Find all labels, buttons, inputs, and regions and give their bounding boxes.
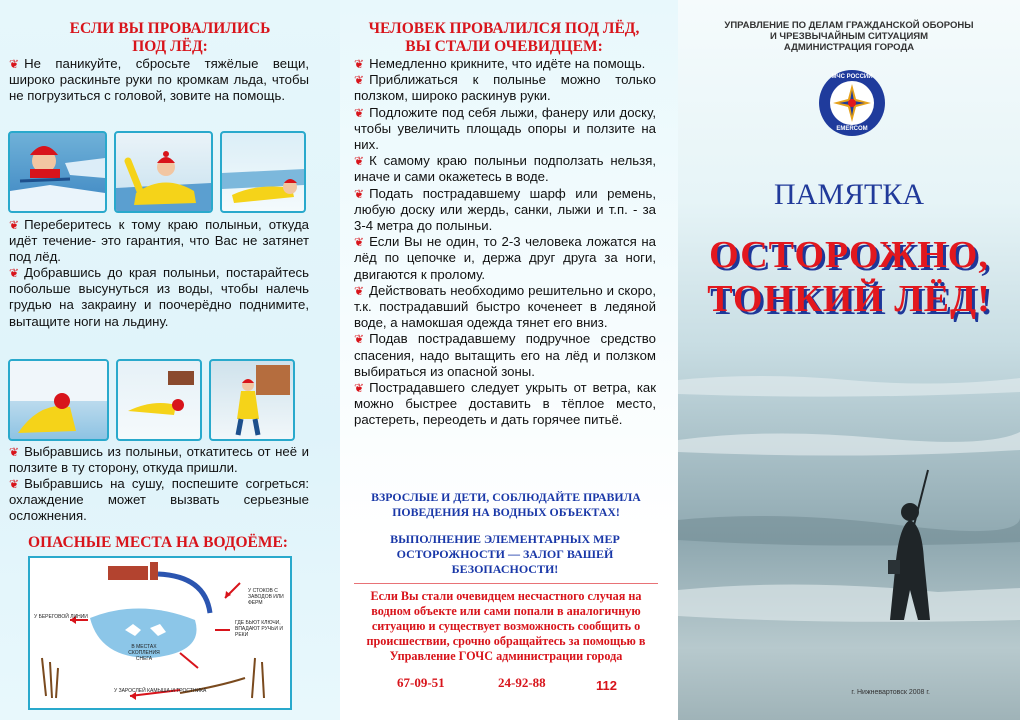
left-panel [0,0,340,720]
left-paragraph-3: ❦ Добравшись до края полыньи, постарайтесь побольше высунуться из воды, чтобы налечь грудью на закраину и поочерёдно поднимите, вытащите ноги на льдину. [9,265,309,329]
walking-home-image [211,361,293,439]
illustration-arms-spread [114,131,213,213]
bullet-icon: ❦ [354,283,365,298]
emercom-logo [817,68,887,138]
left-paragraph-5: ❦ Выбравшись на сушу, поспешите согреться: охлаждение может вызвать серьезные осложнения. [9,476,309,524]
left-paragraph-1: ❦ Не паникуйте, сбросьте тяжёлые вещи, широко раскиньте руки по кромкам льда, чтобы не погрузиться с головой, зовите на помощь. [9,56,309,104]
emergency-number: 112 [596,678,617,693]
rolling-away-image [118,361,200,439]
illustration-fallen-through [8,131,107,213]
rules-reminder: ВЗРОСЛЫЕ И ДЕТИ, СОБЛЮДАЙТЕ ПРАВИЛА ПОВЕДЕНИЯ НА ВОДНЫХ ОБЪЕКТАХ! [371,490,641,519]
illustrations-row-2 [8,359,295,441]
illustrations-row-1 [8,131,306,213]
rescue-instructions-list [354,56,656,429]
map-label-plants: У СТОКОВ С ЗАВОДОВ ИЛИ ФЕРМ [248,588,284,606]
bullet-icon: ❦ [9,445,20,459]
bullet-icon: ❦ [354,105,365,120]
left-paragraph-4: ❦ Выбравшись из полыньи, откатитесь от неё и ползите в ту сторону, откуда пришли. [9,444,309,476]
cover-panel [678,0,1020,720]
phone-numbers [354,675,658,693]
bullet-icon: ❦ [354,186,365,201]
illustration-leaning-on-ice [8,359,109,441]
agency-name [678,20,1020,53]
divider [354,583,658,584]
left-paragraph-2: ❦ Переберитесь к тому краю полыньи, откуда идёт течение- это гарантия, что Вас не затянет под лёд. [9,217,309,265]
illustration-rolling-away [116,359,202,441]
map-label-reeds: У ЗАРОСЛЕЙ КАМЫША И ТРОСТНИКА [114,688,207,694]
fallen-through-image [10,133,105,211]
bullet-icon: ❦ [354,57,365,71]
logo-text-bottom: EMERCOM [836,126,868,132]
phone-number-1: 67-09-51 [397,675,445,690]
frozen-lake-photo [678,320,1020,720]
agency-line-3: АДМИНИСТРАЦИЯ ГОРОДА [783,42,915,53]
rescue-item: ❦ Подав пострадавшему подручное средство спасения, надо вытащить его на лёд и ползком выбираться из опасной зоны. [354,331,656,379]
rescue-item: ❦ Подать пострадавшему шарф или ремень, любую доску или жердь, санки, лыжи и т.п. - за 3-4 метра до полыньи. [354,185,656,234]
rescue-item: ❦ Немедленно крикните, что идёте на помощь. [354,56,646,71]
illustration-walking-home [209,359,295,441]
bullet-icon: ❦ [9,218,20,232]
rescue-item: ❦ Действовать необходимо решительно и скоро, т.к. пострадавший быстро коченеет в ледяной воде, а намокшая одежда тянет его вниз. [354,282,656,331]
illustration-crawling-out [220,131,306,213]
bullet-icon: ❦ [354,332,365,347]
phone-number-2: 24-92-88 [498,675,546,690]
print-footnote: г. Нижневартовск 2008 г. [851,689,930,696]
middle-heading: ЧЕЛОВЕК ПРОВАЛИЛСЯ ПОД ЛЁД, ВЫ СТАЛИ ОЧЕВИДЦЕМ: [368,20,640,55]
warning-line-2: ТОНКИЙ ЛЁД! [707,278,991,320]
memo-title: ПАМЯТКА [773,178,924,211]
bullet-icon: ❦ [9,266,20,280]
agency-line-1: УПРАВЛЕНИЕ ПО ДЕЛАМ ГРАЖДАНСКОЙ ОБОРОНЫ [724,20,974,31]
left-heading: ЕСЛИ ВЫ ПРОВАЛИЛИСЬ ПОД ЛЁД: [69,20,271,55]
dangerous-places-heading: ОПАСНЫЕ МЕСТА НА ВОДОЁМЕ: [28,534,288,551]
leaning-on-ice-image [10,361,107,439]
warning-line-1: ОСТОРОЖНО, [709,234,989,276]
rescue-item: ❦ К самому краю полыньи подползать нельзя, иначе и сами окажетесь в воде. [354,153,656,185]
map-label-snow: В МЕСТАХ СКОПЛЕНИЯ СНЕГА [128,644,160,662]
bullet-icon: ❦ [354,73,365,88]
bullet-icon: ❦ [354,154,365,169]
arms-spread-image [116,133,211,211]
emergency-notice: Если Вы стали очевидцем несчастного случая на водном объекте или сами попали в аналогичную ситуацию и существует возможность сообщить о происшествии, срочно обращайтесь за помощью в Управление ГОЧС администрации города [366,589,646,663]
rescue-item: ❦ Приближаться к полынье можно только ползком, широко раскинув руки. [354,72,656,104]
crawling-out-image [222,133,304,211]
map-label-springs: ГДЕ БЬЮТ КЛЮЧИ, ВПАДАЮТ РУЧЬИ И РЕКИ [235,620,283,638]
middle-panel [340,0,678,720]
logo-text-top: МЧС РОССИИ [831,74,873,80]
rescue-item: ❦ Подложите под себя лыжи, фанеру или доску, чтобы увеличить площадь опоры и ползите на них. [354,104,656,153]
agency-line-2: И ЧРЕЗВЫЧАЙНЫМ СИТУАЦИЯМ [769,31,929,42]
bullet-icon: ❦ [354,381,365,396]
dangerous-places-map [28,556,292,710]
rescue-item: ❦ Если Вы не один, то 2-3 человека ложатся на лёд по цепочке и, держа друг друга за ноги, двигаются к пролому. [354,234,656,282]
bullet-icon: ❦ [9,57,20,71]
safety-reminder: ВЫПОЛНЕНИЕ ЭЛЕМЕНТАРНЫХ МЕР ОСТОРОЖНОСТИ — ЗАЛОГ ВАШЕЙ БЕЗОПАСНОСТИ! [390,532,620,576]
bullet-icon: ❦ [354,235,365,250]
bullet-icon: ❦ [9,477,20,491]
rescue-item: ❦ Пострадавшего следует укрыть от ветра, как можно быстрее доставить в тёплое место, растереть, переодеть и дать горячее питьё. [354,380,656,428]
map-label-shore: У БЕРЕГОВОЙ ЛИНИИ [34,614,88,620]
